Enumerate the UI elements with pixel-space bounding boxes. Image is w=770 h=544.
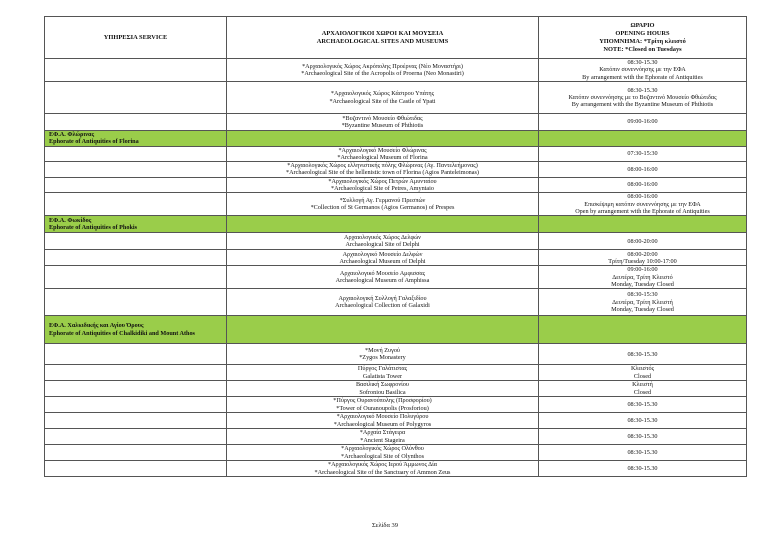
table-header-row <box>45 17 747 59</box>
service-cell <box>45 266 227 289</box>
hours-line: Closed <box>633 388 652 396</box>
hours-line: 08:00-16:00 <box>627 181 658 189</box>
hours-line: 08:30-15.30 <box>627 433 658 441</box>
hours-line: Monday, Tuesday Closed <box>611 305 674 313</box>
table-row <box>45 445 747 461</box>
ephorate-name <box>45 316 227 344</box>
service-cell <box>45 59 227 82</box>
site-name-line: *Archaeological Site of the Sanctuary of Ammon Zeus <box>314 468 451 476</box>
site-name-line: *Collection of St Germanos (Agios Germanos) of Prespes <box>310 204 455 212</box>
section-blank-cell <box>539 131 747 147</box>
hours-cell <box>539 266 747 289</box>
table-row <box>45 397 747 413</box>
service-cell <box>45 146 227 162</box>
table-row <box>45 59 747 82</box>
hours-cell <box>539 429 747 445</box>
hours-cell <box>539 445 747 461</box>
table-row <box>45 177 747 193</box>
hours-line: Κατόπιν συνεννόησης με το Βυζαντινό Μουσείο Φθιώτιδας <box>568 93 717 101</box>
hours-line: By arrangement with the Byzantine Museum of Phthiotis <box>571 101 714 109</box>
site-cell <box>227 114 539 131</box>
site-name-line: *Μονή Ζυγού <box>364 346 400 354</box>
site-cell <box>227 59 539 82</box>
table-row <box>45 250 747 266</box>
header-note-english: NOTE: *Closed on Tuesdays <box>603 45 682 53</box>
site-cell <box>227 397 539 413</box>
service-cell <box>45 162 227 178</box>
site-cell <box>227 82 539 114</box>
service-cell <box>45 381 227 397</box>
site-name-line: Galatista Tower <box>362 372 403 380</box>
site-name-line: *Archaeological Site of Petres, Amyntaio <box>331 185 434 193</box>
hours-cell <box>539 461 747 477</box>
site-name-line: *Archaeological Museum of Florina <box>337 153 428 161</box>
ephorate-name <box>45 131 227 147</box>
site-name-line: *Tower of Ouranoupolis (Prosforiou) <box>336 404 429 412</box>
hours-cell <box>539 344 747 365</box>
site-name-line: *Archaeological Site of Olynthos <box>341 452 424 460</box>
site-cell <box>227 413 539 429</box>
hours-line: Τρίτη/Tuesday 10:00-17:00 <box>608 257 677 265</box>
ephorate-name-line: ΕΦ.Α. Φλώρινας <box>49 131 95 138</box>
hours-line: Κλειστή <box>632 381 653 389</box>
site-name-line: Αρχαιολογική Συλλογή Γαλαξιδίου <box>338 294 427 302</box>
service-cell <box>45 289 227 316</box>
section-blank-cell <box>227 316 539 344</box>
hours-cell <box>539 162 747 178</box>
table-row <box>45 266 747 289</box>
site-cell <box>227 177 539 193</box>
table-row <box>45 365 747 381</box>
table-row <box>45 193 747 216</box>
hours-cell <box>539 177 747 193</box>
hours-line: 09:00-16:00 <box>627 118 658 126</box>
site-name-line: Βασιλική Σωφρονίου <box>356 381 409 389</box>
hours-cell <box>539 381 747 397</box>
table-row <box>45 429 747 445</box>
section-blank-cell <box>227 131 539 147</box>
hours-line: 08:30-15:30 <box>627 291 658 299</box>
site-name-line: *Archaeological Site of the Castle of Ypati <box>329 97 436 105</box>
ephorate-section-row <box>45 131 747 147</box>
site-name-line: Αρχαιολογικό Μουσείο Αμφισσας <box>339 270 426 278</box>
site-name-line: *Αρχαία Στάγειρα <box>359 429 406 437</box>
site-cell <box>227 365 539 381</box>
site-name-line: *Βυζαντινό Μουσείο Φθιώτιδας <box>342 114 423 122</box>
hours-line: 08:30-15.30 <box>627 401 658 409</box>
header-sites <box>227 17 539 59</box>
section-blank-cell <box>539 316 747 344</box>
hours-line: 08:30-15.30 <box>627 465 658 473</box>
site-name-line: *Zygos Monastery <box>359 354 406 362</box>
site-name-line: *Archaeological Museum of Polygyros <box>333 420 432 428</box>
site-name-line: *Archaeological Site of the Acropolis of Proerna (Neo Monastiri) <box>301 70 464 77</box>
ephorate-section-row <box>45 316 747 344</box>
service-cell <box>45 365 227 381</box>
table-row <box>45 289 747 316</box>
site-name-line: Archaeological Museum of Delphi <box>339 257 426 265</box>
ephorate-name <box>45 216 227 233</box>
ephorate-name-line: ΕΦ.Α. Φωκίδος <box>49 217 92 225</box>
table-row <box>45 162 747 178</box>
service-cell <box>45 344 227 365</box>
hours-cell <box>539 146 747 162</box>
ephorate-name-line: Ephorate of Antiquities of Florina <box>49 138 139 146</box>
header-hours-english: OPENING HOURS <box>615 29 670 37</box>
header-service-label: ΥΠΗΡΕΣΙΑ SERVICE <box>103 33 168 41</box>
site-name-line: *Byzantine Museum of Phthiotis <box>341 122 424 129</box>
site-name-line: Archaeological Collection of Galaxidi <box>335 302 430 310</box>
table-row <box>45 461 747 477</box>
header-hours <box>539 17 747 59</box>
service-cell <box>45 82 227 114</box>
site-name-line: *Αρχαιολογικός Χώρος Ολύνθου <box>341 445 424 453</box>
site-name-line: *Archaeological Site of the hellenistic town of Florina (Agios Panteleimonas) <box>286 169 479 177</box>
header-hours-greek: ΩΡΑΡΙΟ <box>630 21 655 29</box>
hours-line: Closed <box>633 372 652 380</box>
site-name-line: *Αρχαιολογικός Χώρος Κάστρου Υπάτης <box>330 90 435 98</box>
site-cell <box>227 445 539 461</box>
table-row <box>45 413 747 429</box>
site-name-line: *Πύργος Ουρανούπολης (Προσφορίου) <box>333 397 432 405</box>
service-cell <box>45 413 227 429</box>
site-name-line: Αρχαιολογικό Μουσείο Δελφών <box>342 250 423 258</box>
site-name-line: Αρχαιολογικός Χώρος Δελφών <box>344 234 421 242</box>
site-name-line: *Αρχαιολογικό Μουσείο Πολυγύρου <box>336 413 429 421</box>
hours-line: 07:30-15:30 <box>627 150 658 158</box>
table-row <box>45 114 747 131</box>
header-sites-english: ARCHAEOLOGICAL SITES AND MUSEUMS <box>316 37 449 45</box>
page-number: Σελίδα 39 <box>371 522 398 529</box>
hours-cell <box>539 413 747 429</box>
hours-cell <box>539 289 747 316</box>
table-body <box>45 17 747 477</box>
site-cell <box>227 146 539 162</box>
hours-line: 08:00-16:00 <box>627 193 658 201</box>
hours-cell <box>539 114 747 131</box>
site-name-line: Archaeological Museum of Amphissa <box>335 277 430 285</box>
hours-cell <box>539 365 747 381</box>
service-cell <box>45 233 227 250</box>
hours-line: 08:30-15.30 <box>627 350 658 358</box>
service-cell <box>45 445 227 461</box>
service-cell <box>45 177 227 193</box>
site-name-line: Sofroniou Basilica <box>359 388 406 396</box>
hours-line: 08:00-20:00 <box>627 250 658 258</box>
site-name-line: Archaeological Site of Delphi <box>345 241 420 249</box>
hours-line: 08:00-20:00 <box>627 237 658 245</box>
site-cell <box>227 250 539 266</box>
service-cell <box>45 250 227 266</box>
site-cell <box>227 461 539 477</box>
hours-line: Monday, Tuesday Closed <box>611 280 674 288</box>
hours-line: 08:30-15.30 <box>627 59 658 67</box>
hours-line: Επισκέψιμη κατόπιν συνεννόησης με την ΕΦΑ <box>584 200 701 208</box>
service-cell <box>45 429 227 445</box>
site-cell <box>227 344 539 365</box>
section-blank-cell <box>539 216 747 233</box>
site-name-line: Πύργος Γαλάτιστας <box>357 365 408 373</box>
site-name-line: *Συλλογή Αγ. Γερμανού Πρεσπών <box>339 197 426 205</box>
site-cell <box>227 266 539 289</box>
hours-line: 08:30-15.30 <box>627 449 658 457</box>
site-name-line: *Αρχαιολογικός Χώρος Ιερού Άμμωνος Δία <box>327 461 438 469</box>
hours-cell <box>539 250 747 266</box>
site-cell <box>227 162 539 178</box>
hours-line: 08:30-15.30 <box>627 86 658 94</box>
header-service <box>45 17 227 59</box>
header-note-greek: ΥΠΟΜΝΗΜΑ: *Τρίτη κλειστό <box>599 37 686 45</box>
site-name-line: *Ancient Stageira <box>360 436 405 444</box>
hours-cell <box>539 233 747 250</box>
ephorate-name-line: Ephorate of Antiquities of Chalkidiki and Mount Athos <box>49 329 195 337</box>
hours-cell <box>539 397 747 413</box>
service-cell <box>45 114 227 131</box>
site-cell <box>227 381 539 397</box>
site-cell <box>227 193 539 216</box>
service-cell <box>45 397 227 413</box>
section-blank-cell <box>227 216 539 233</box>
site-name-line: *Αρχαιολογικό Μουσείο Φλώρινας <box>338 146 427 154</box>
hours-line: Open by arrangement with the Ephorate of Antiquities <box>575 208 710 216</box>
table-row <box>45 82 747 114</box>
hours-line: Κατόπιν συνεννόησης με την ΕΦΑ <box>599 66 686 74</box>
hours-line: By arrangement with the Ephorate of Antiquities <box>582 73 703 81</box>
table-row <box>45 381 747 397</box>
hours-line: 08:30-15.30 <box>627 417 658 425</box>
ephorate-name-line: Ephorate of Antiquities of Phokis <box>49 224 138 232</box>
site-name-line: *Αρχαιολογικός Χώρος Πετρών Αμυνταίου <box>328 177 437 185</box>
site-cell <box>227 233 539 250</box>
site-name-line: *Αρχαιολογικός Χώρος Ακρόπολης Προέρνας (Νέο Μοναστήρι) <box>302 62 463 70</box>
hours-line: Δευτέρα, Τρίτη Κλειστό <box>612 273 673 281</box>
service-cell <box>45 461 227 477</box>
site-cell <box>227 289 539 316</box>
hours-line: Κλειστός <box>630 365 655 373</box>
hours-line: Δευτέρα, Τρίτη Κλειστή <box>612 298 673 306</box>
header-sites-greek: ΑΡΧΑΙΟΛΟΓΙΚΟΙ ΧΩΡΟΙ ΚΑΙ ΜΟΥΣΕΙΑ <box>321 29 444 37</box>
hours-cell <box>539 82 747 114</box>
table-row <box>45 344 747 365</box>
site-cell <box>227 429 539 445</box>
table-row <box>45 146 747 162</box>
service-cell <box>45 193 227 216</box>
hours-cell <box>539 59 747 82</box>
ephorate-section-row <box>45 216 747 233</box>
site-name-line: *Αρχαιολογικός Χώρος ελληνιστικής πόλης Φλώρινας (Αγ. Παντελεήμονας) <box>287 162 478 170</box>
hours-cell <box>539 193 747 216</box>
hours-line: 09:00-16:00 <box>627 266 658 274</box>
table-row <box>45 233 747 250</box>
opening-hours-table <box>44 16 747 477</box>
hours-line: 08:00-16:00 <box>627 165 658 173</box>
ephorate-name-line: ΕΦ.Α. Χαλκιδικής και Αγίου Όρους <box>49 322 144 330</box>
